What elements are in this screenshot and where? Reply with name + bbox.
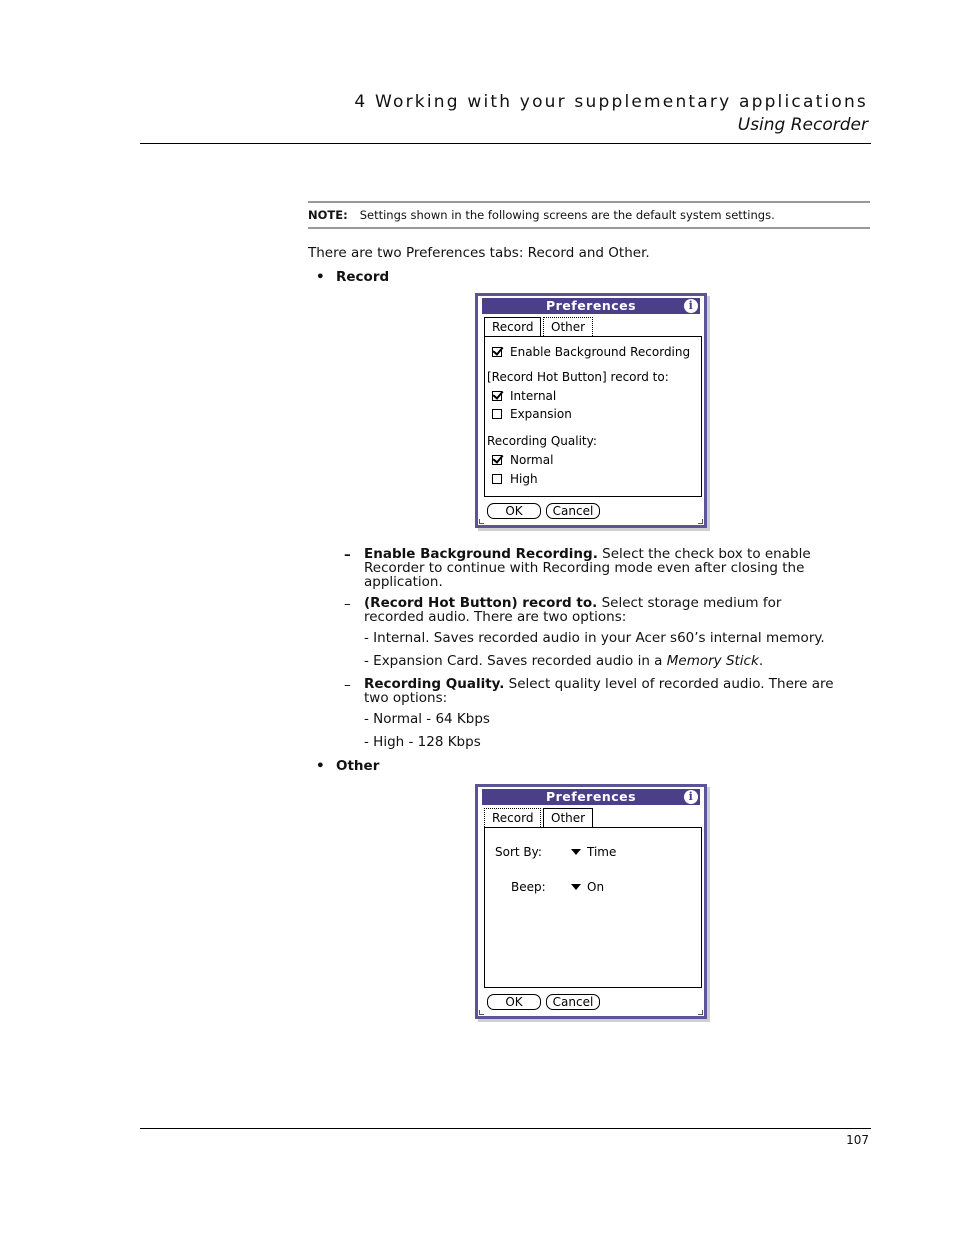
option-expansion-emphasis: Memory Stick	[666, 653, 759, 669]
beep-label: Beep:	[511, 880, 546, 894]
item-quality-title: Recording Quality.	[364, 676, 505, 692]
internal-label: Internal	[510, 389, 557, 403]
tab-other[interactable]: Other	[543, 808, 593, 827]
high-checkbox[interactable]	[492, 474, 502, 484]
recording-quality-label: Recording Quality:	[487, 434, 597, 448]
high-row[interactable]	[492, 472, 538, 486]
internal-row[interactable]	[492, 389, 556, 403]
option-normal: - Normal - 64 Kbps	[364, 711, 490, 727]
tab-record[interactable]: Record	[484, 808, 541, 827]
preferences-dialog-other	[475, 784, 707, 1019]
item-recording-quality	[364, 677, 834, 705]
high-label: High	[510, 472, 538, 486]
dialog-title-bar	[482, 789, 700, 805]
footer-divider	[140, 1128, 871, 1129]
option-expansion-text: - Expansion Card. Saves recorded audio in a	[364, 653, 667, 669]
ok-button[interactable]: OK	[487, 503, 541, 519]
dialog-content	[484, 336, 702, 497]
sort-by-dropdown[interactable]	[571, 845, 616, 859]
dropdown-arrow-icon	[571, 849, 581, 855]
bullet-record-label: Record	[336, 269, 390, 285]
cancel-button[interactable]: Cancel	[546, 994, 600, 1010]
corner-mark	[479, 519, 484, 524]
header-divider	[140, 143, 871, 144]
corner-mark	[698, 519, 703, 524]
hot-button-label: [Record Hot Button] record to:	[487, 370, 669, 384]
bullet-other-label: Other	[336, 758, 380, 774]
item-quality-text: Select quality level of recorded audio. There are two options:	[364, 676, 834, 706]
dash-marker: –	[344, 677, 351, 693]
option-internal: - Internal. Saves recorded audio in your Acer s60’s internal memory.	[364, 630, 825, 646]
page-number: 107	[846, 1133, 869, 1147]
item-hot-button-text: Select storage medium for recorded audio. There are two options:	[364, 595, 782, 625]
item-background-recording	[364, 547, 834, 589]
internal-checkbox[interactable]	[492, 391, 502, 401]
note-text: Settings shown in the following screens are the default system settings.	[359, 208, 775, 222]
note-label: NOTE:	[308, 208, 348, 222]
bullet-record	[308, 269, 389, 285]
enable-background-row[interactable]	[492, 345, 690, 359]
bullet-dot: •	[316, 269, 325, 285]
option-high: - High - 128 Kbps	[364, 734, 481, 750]
dropdown-arrow-icon	[571, 884, 581, 890]
beep-dropdown[interactable]	[571, 880, 604, 894]
preferences-dialog-record	[475, 293, 707, 528]
expansion-checkbox[interactable]	[492, 409, 502, 419]
bullet-other	[308, 758, 379, 774]
corner-mark	[698, 1010, 703, 1015]
enable-background-label: Enable Background Recording	[510, 345, 691, 359]
corner-mark	[479, 1010, 484, 1015]
dialog-title: Preferences	[545, 298, 637, 313]
intro-paragraph: There are two Preferences tabs: Record and Other.	[308, 245, 650, 261]
tab-other[interactable]: Other	[543, 317, 593, 336]
dialog-content	[484, 827, 702, 988]
normal-row[interactable]	[492, 453, 553, 467]
section-title: Using Recorder	[737, 115, 868, 135]
normal-checkbox[interactable]	[492, 455, 502, 465]
bullet-dot: •	[316, 758, 325, 774]
item-background-title: Enable Background Recording.	[364, 546, 598, 562]
dash-marker: –	[344, 596, 351, 612]
beep-value: On	[587, 880, 605, 894]
ok-button[interactable]: OK	[487, 994, 541, 1010]
cancel-button[interactable]: Cancel	[546, 503, 600, 519]
expansion-row[interactable]	[492, 407, 572, 421]
note-box	[308, 201, 870, 229]
sort-by-label: Sort By:	[495, 845, 542, 859]
tab-record[interactable]: Record	[484, 317, 541, 336]
info-icon[interactable]: i	[684, 790, 698, 804]
enable-background-checkbox[interactable]	[492, 347, 502, 357]
info-icon[interactable]: i	[684, 299, 698, 313]
sort-by-value: Time	[587, 845, 617, 859]
dialog-title: Preferences	[545, 789, 637, 804]
option-expansion	[364, 653, 763, 669]
item-hot-button-title: (Record Hot Button) record to.	[364, 595, 598, 611]
item-hot-button	[364, 596, 834, 624]
dash-marker: –	[344, 547, 351, 563]
normal-label: Normal	[510, 453, 554, 467]
item-background-text: Select the check box to enable Recorder to continue with Recording mode even after closing the application.	[364, 546, 811, 590]
dialog-title-bar	[482, 298, 700, 314]
expansion-label: Expansion	[510, 407, 572, 421]
option-expansion-end: .	[758, 653, 764, 669]
chapter-title: 4 Working with your supplementary applications	[354, 92, 868, 112]
